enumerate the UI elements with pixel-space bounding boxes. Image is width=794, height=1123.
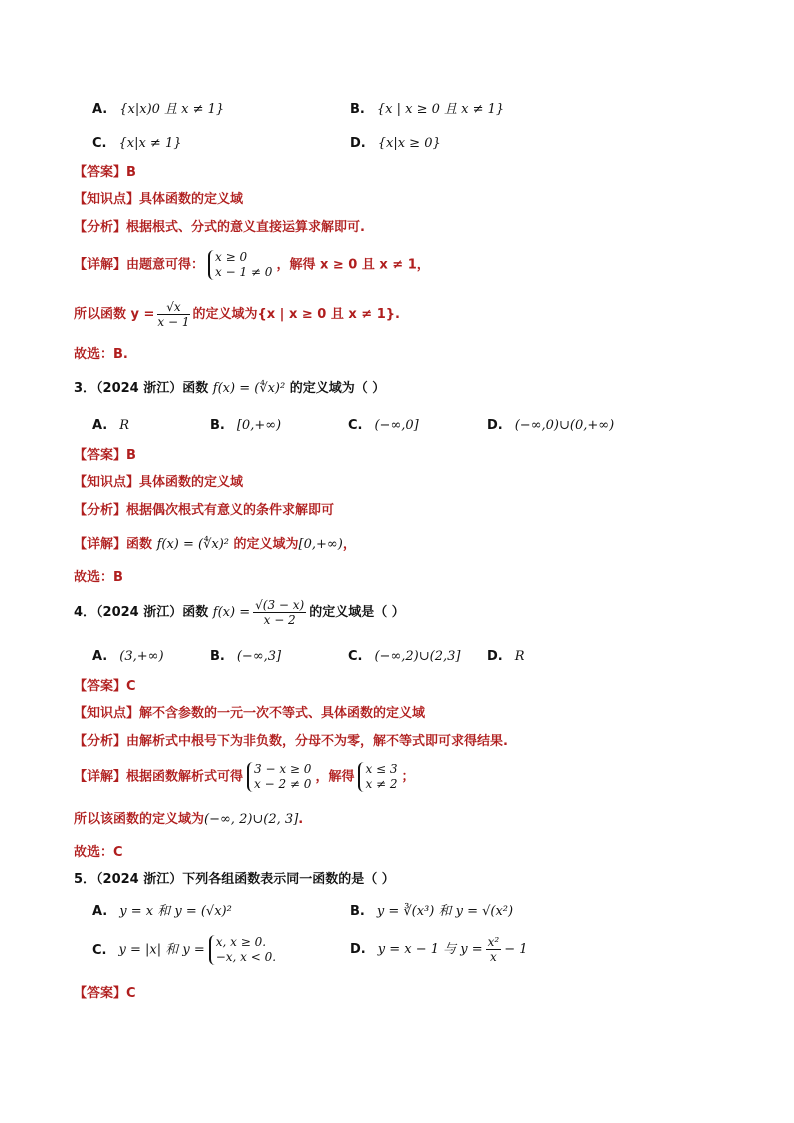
q5-option-d-fraction: $\frac{\text{x²}}{x}$ bbox=[487, 935, 500, 964]
q4-knowledge: 【知识点】解不含参数的一元一次不等式、具体函数的定义域 bbox=[74, 706, 426, 721]
q2-fraction: $\frac{√x}{x - 1}$ bbox=[157, 300, 190, 329]
q4-detail-system-1: 3 − x ≥ 0 x − 2 ≠ 0 bbox=[247, 762, 311, 792]
q3-detail: 【详解】函数 f(x) = (∜x)² 的定义域为[0,+∞)， bbox=[74, 537, 356, 552]
q5-answer: 【答案】C bbox=[74, 986, 136, 1001]
q4-option-a: A. (3,+∞) bbox=[92, 649, 164, 664]
q4-option-c: C. (−∞,2)∪(2,3] bbox=[348, 649, 461, 664]
q5-option-d: D. y = x − 1 与 y = $\frac{\text{x²}}{x}$ − 1 bbox=[350, 935, 528, 964]
q5-option-b: B. y = ∛(x³) 和 y = √(x²) bbox=[350, 904, 514, 919]
q3-option-d: D. (−∞,0)∪(0,+∞) bbox=[487, 418, 615, 433]
q2-conclusion: 所以函数 y = $\frac{√x}{x - 1}$ 的定义域为{x | x ≥ 0 且 x ≠ 1}. bbox=[74, 300, 400, 329]
q2-analysis: 【分析】根据根式、分式的意义直接运算求解即可. bbox=[74, 220, 365, 235]
q3-option-a: A. R bbox=[92, 418, 130, 433]
q3-choose: 故选：B bbox=[74, 570, 123, 585]
q2-option-c: C. {x|x ≠ 1} bbox=[92, 136, 182, 151]
q4-option-d: D. R bbox=[487, 649, 525, 664]
q4-analysis: 【分析】由解析式中根号下为非负数，分母不为零，解不等式即可求得结果. bbox=[74, 734, 508, 749]
q2-knowledge: 【知识点】具体函数的定义域 bbox=[74, 192, 244, 207]
q5-option-a: A. y = x 和 y = (√x)² bbox=[92, 904, 232, 919]
q4-conclusion: 所以该函数的定义域为(−∞, 2)∪(2, 3]. bbox=[74, 812, 304, 827]
q4-fraction: $\frac{√(3 - x)}{x - 2}$ bbox=[255, 598, 305, 627]
q3-option-b: B. [0,+∞) bbox=[210, 418, 282, 433]
q4-detail: 【详解】根据函数解析式可得 3 − x ≥ 0 x − 2 ≠ 0 ，解得 x ≤ 3 x ≠ 2 ； bbox=[74, 762, 415, 791]
q2-option-b: B. {x | x ≥ 0 且 x ≠ 1} bbox=[350, 102, 505, 117]
q2-answer: 【答案】B bbox=[74, 165, 136, 180]
q2-option-a: A. {x|x)0 且 x ≠ 1} bbox=[92, 102, 225, 117]
q4-option-b: B. (−∞,3] bbox=[210, 649, 282, 664]
q5-option-c: C. y = |x| 和 y = x, x ≥ 0. −x, x < 0. bbox=[92, 935, 277, 964]
q3-option-c: C. (−∞,0] bbox=[348, 418, 419, 433]
q2-detail-system: x ≥ 0 x − 1 ≠ 0 bbox=[208, 250, 272, 280]
q4-stem: 4．（2024 浙江）函数 f(x) = $\frac{√(3 - x)}{x - 2}$ 的定义域是（ ） bbox=[74, 598, 405, 627]
q3-analysis: 【分析】根据偶次根式有意义的条件求解即可 bbox=[74, 503, 335, 518]
q5-option-c-system: x, x ≥ 0. −x, x < 0. bbox=[209, 935, 276, 965]
q2-detail: 【详解】由题意可得： x ≥ 0 x − 1 ≠ 0 ，解得 x ≥ 0 且 x ≠ 1， bbox=[74, 250, 430, 279]
q4-detail-system-2: x ≤ 3 x ≠ 2 bbox=[358, 762, 397, 792]
q4-answer: 【答案】C bbox=[74, 679, 136, 694]
q3-answer: 【答案】B bbox=[74, 448, 136, 463]
q3-knowledge: 【知识点】具体函数的定义域 bbox=[74, 475, 244, 490]
q4-choose: 故选：C bbox=[74, 845, 123, 860]
q3-stem: 3．（2024 浙江）函数 f(x) = (∜x)² 的定义域为（ ） bbox=[74, 381, 386, 396]
q2-choose: 故选：B. bbox=[74, 347, 128, 362]
q5-stem: 5．（2024 浙江）下列各组函数表示同一函数的是（ ） bbox=[74, 872, 395, 887]
q2-option-d: D. {x|x ≥ 0} bbox=[350, 136, 441, 151]
